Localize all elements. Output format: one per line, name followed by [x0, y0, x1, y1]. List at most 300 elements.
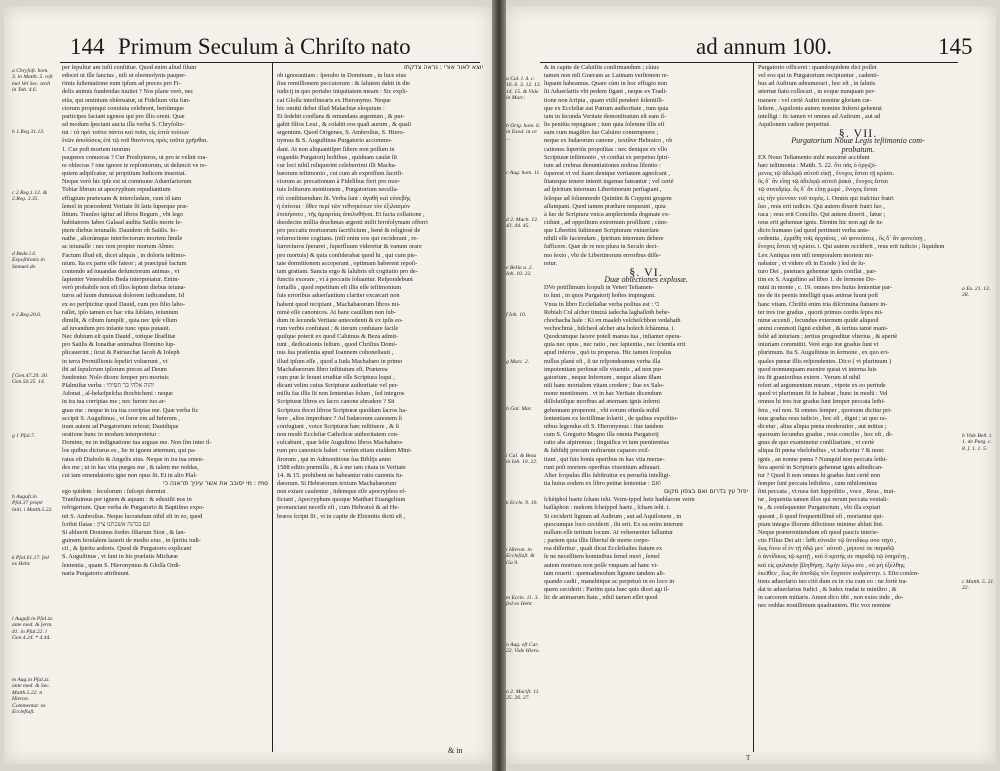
text-line: à ſuo de Scriptura vnica amplectenda dogmate ex-: [544, 210, 671, 218]
text-line: reus erit gehennæ ignis. Etenim hic non agi de iu-: [758, 218, 884, 226]
text-line: Lex Antiqua non niſi temporalem mortem mi-: [758, 251, 874, 259]
text-line: quia nec opus , nec ratio , nec ſapientia , nec ſcientia erit: [544, 341, 686, 349]
text-line: cationes ſuperiùs propoſitas : nec denique ex vllo: [544, 145, 668, 153]
text-line: que Libertini ſuſtineant Scripturam vniuerſam: [544, 227, 659, 235]
text-line: lis penitùs repugnare ; tum quia ſolemne illis eſt: [544, 121, 665, 129]
text-line: in ira tua corripias me ; nec furore tuo ar-: [62, 398, 166, 406]
text-line: cii , & ſpiritu ardoris. Quod de Purgatorio explicant: [62, 545, 192, 553]
right-page: [506, 6, 996, 764]
text-line: Quodcumque facere poteſt manus tua , inſtanter opera-: [544, 333, 682, 341]
text-line: reſurrectione cogitans. (niſi enim eos qui ceciderant , re-: [277, 235, 419, 243]
text-line: eiùs, qui ominium obſeruatur, ut Fidelium vita fun-: [62, 96, 191, 104]
right-column-2: [758, 64, 958, 610]
text-line: ſurrecturos ſperaret , ſuperfluum videretur & vanum orare: [277, 243, 422, 251]
text-line: queant , ſi quod frequentiſſimè eſt , moriantur qui-: [758, 512, 884, 520]
text-line: nymus & S. Auguſtinus Purgatorio accommo-: [277, 137, 393, 145]
text-line: quiem adipiſcatur, ut propitium Iudicem inueniat.: [62, 170, 187, 178]
column-divider: [272, 62, 273, 752]
margin-note: f Ioh. 10.: [506, 312, 527, 318]
right-column-1: [544, 64, 748, 602]
text-line: verò probabile non eſt illos ſeptem diebus ieiuna-: [62, 284, 186, 292]
text-line: hanc vitam. Chriſtū enim tria diſcrimina ſtatuere in-: [758, 300, 888, 308]
text-line: bus ad Auſtrum adnumerari , hoc eſt , in ſalutis: [758, 80, 876, 88]
left-page-number: 144: [70, 34, 105, 59]
text-line: ta , & conſequenter Purgatorium , vbi illa expiari: [758, 504, 881, 512]
text-line: argentum. Quod Origenes, S. Ambroſius, S. Hiero-: [277, 129, 405, 137]
text-line: Nec dubium eſt quin Dauid , totique Iſraëlitæ: [62, 333, 176, 341]
text-line: functis exorare , vt à peccatis ſoluantur. Reſpondebunt: [277, 276, 413, 284]
text-line: tam reuerti : quemadmodum lignum tandem ali-: [544, 569, 666, 577]
text-line: Aquilonem cadere perpetiuè.: [758, 121, 831, 129]
text-line: ſitaneque tenere intenti ingenue fateantur ; vel certè: [544, 178, 674, 186]
margin-note: h Gal. Mar.: [506, 406, 532, 412]
text-line: dat te aduerſarius Iudici , & Iudex tradat te miniſtro , &: [758, 586, 897, 593]
text-line: dant. At non aliquantiſper ſiſtere non poſſum in: [277, 145, 395, 153]
text-line: eam cum magiſtro ſuo Caluino contempnere ;: [544, 129, 659, 137]
text-line: participes faciant egenos qui pro illis orent. Quæ: [62, 112, 185, 120]
margin-note: f Gen.47.29. 30. Gen.50.25. 14.: [12, 373, 49, 386]
text-line: ter tres iræ gradus , quorū primus cordis ſepra mi-: [758, 308, 884, 316]
text-line: ſapienter Venerabilis Beda interpretatur. Enim-: [62, 276, 180, 284]
margin-note: k Eccle. 9. 10.: [506, 500, 538, 506]
text-line: quocumque loco ceciderit , ibi erit. Ex ea enim interunt: [544, 520, 684, 528]
text-line: Machabæorum libro inſtitutum eſt. Præterea: [277, 365, 388, 373]
text-line: non modò Eccleſiæ Catholicæ authoritatem con-: [277, 431, 399, 439]
text-line: guas me : neque in ira tua corripias me. Quæ verba fic: [62, 406, 199, 414]
margin-note: m Eccle. 11. 3. ſed ex Hebr.: [506, 595, 539, 608]
text-line: fera apertè in Scripturis gehennæ ignis adiudican-: [758, 463, 884, 471]
text-line: aſſumpant. Quod tamen præſtare nequeunt , quia: [544, 202, 666, 210]
text-line: non extare cauſentur , iidemque eſſe apocryphos ef-: [277, 488, 407, 496]
text-line: tur ? Quod ſi non omnes hi gradus ſunt certè non: [758, 471, 881, 479]
text-line: tamen non niſi Græcam ac Latinam verſionem re-: [544, 72, 669, 80]
text-line: gabit filios Leui , & colabit eos quaſi aurum , & quaſi: [277, 121, 412, 129]
text-line: ἐκεῖθεν , ἕως ἂν ἀποδῷς τὸν ἔσχατον κοδράντην. i. Eſto conſen-: [758, 569, 920, 577]
text-line: ira fit granioribus extern . Verum id nihil: [758, 373, 861, 381]
text-line: refert ad argumentum meum , vtpote ex eo perinde: [758, 382, 886, 390]
text-line: quando cadit , manebitque ac perpetuò in eo loco in: [544, 577, 675, 585]
left-column-1: [62, 64, 268, 578]
text-line: raca ; reus erit Concilio. Qui autem dixerit , fatue ;: [758, 210, 886, 218]
text-line: ſemel in præcedenti Veritate ſit ſatis ſuperque præ-: [62, 202, 189, 210]
text-line: ſententiam ex lectiſſimæ ſolariti , de quibus expoſitio-: [544, 414, 679, 422]
text-line: quorsum ſecundus gradus , reus concilio , hoc eſt , di-: [758, 431, 893, 439]
text-line: Tobiæ librum ut apocryphum repudiantium: [62, 186, 171, 194]
text-line: ὃς δ᾽ ἂν εἴπῃ τῷ ἀδελφῷ αὐτοῦ ῥακά , ἔνοχος ἔσται: [758, 178, 888, 186]
text-line: cedentia , ἐρρέθη τοῖς ἀρχαίοις , οὐ φονεύσεις , ὃς δ᾽ ἂν φονεύσῃ ,: [758, 235, 926, 243]
text-line: ἐποιήσατο , τῆς ἁμαρτίας ἀπολυθῆναι. Et facta collatione ,: [277, 210, 425, 218]
text-line: ſcribit Iſaias : וגם בגרנה אשכתנו ציון: [62, 520, 151, 528]
text-line: ſemper ſunt peccata lethifera , cum nihilominus: [758, 479, 878, 487]
text-line: mus gradus reus iudicio , hoc eſt , digni ; ut quo ra-: [758, 414, 887, 422]
text-line: intelligi : ſic tamen vt omnes ad Auſtrum , aut ad: [758, 112, 881, 120]
text-line: plurimum. Ita S. Auguſtinus in ſermone , ex quo eri-: [758, 349, 890, 357]
text-line: nimè eſſe canonicos. At hanc cauillum non ſub-: [277, 308, 396, 316]
text-line: los quibus dicturus es , Ite in ignem æternum, qui pa-: [62, 447, 196, 455]
text-line: Pſalmiſtæ verba : יהוה אלהי בך חסיתי: [62, 382, 155, 390]
text-line: ratus eſt Diabolo & Angelis eius. Neque in ira tua emen-: [62, 455, 204, 463]
text-line: ὁ ἀντίδικος τῷ κριτῇ , καὶ ὁ κριτὴς σε παραδῷ τῷ ὑπηρέτῃ ,: [758, 553, 909, 561]
text-line: diſſolutiſque moribus ad æternam ignis inferni: [544, 398, 660, 406]
text-line: ſententia , quam S. Hieronymus & Gloſſa Ordi-: [62, 561, 181, 569]
margin-note: i Cal. & Beza in Ioh. 10. 22.: [506, 453, 538, 466]
text-line: Alter ſcopulus illis ſubſtruitur ex perueſtà intelligi-: [544, 471, 671, 479]
text-line: nullum eſſe tertium locum. At vehementer falluntur: [544, 528, 673, 536]
text-line: Et ſedebit conflans & emundans argentum , & pur-: [277, 112, 405, 120]
margin-note: l Hieron. in Eccleſiaſt. & Ga 9.: [506, 547, 535, 566]
text-line: rum pro canonicis habet : verùm etiam eiuſdem Mini-: [277, 447, 412, 455]
text-line: ἐτῶν ἀπολύσεις ἐπὶ τῷ τοῦ θανόντος πρὸς ταῦτα χρῆσθαι.: [62, 137, 208, 145]
text-line: Neque prætermittendum eſt quod paucis interie-: [758, 528, 879, 536]
signature-mark: T: [746, 754, 751, 762]
left-running-head: Primum Seculum à Chriſto nato: [118, 34, 411, 59]
text-line: naria Purgatorio attribuunt.: [62, 569, 131, 577]
text-line: Rebiah Col aſcher timtzà iadecha laghaſſoth behe-: [544, 308, 670, 316]
text-line: quod nonnunquam euenire queat vt interna ſuis: [758, 365, 877, 373]
text-line: ſuperest vt vel ſuam denique veritatem agnoſcant ,: [544, 170, 670, 178]
text-line: turos ad ſuum dumtaxat dolorem iudicandum. Id: [62, 292, 184, 300]
header-rule: [540, 62, 958, 63]
text-line: nime accenſi , ſecundus externum quidē aliquod: [758, 316, 879, 324]
text-line: runt poſt mortem operibus viuentium adiuuari.: [544, 463, 661, 471]
text-line: manere : vel certè Auſtri nomine gloriam cæ-: [758, 96, 872, 104]
text-line: mone mentionem . vt in hac Veritate dicendum: [544, 390, 662, 398]
text-line: dicetur , alius aliqua pœna moderatior , aut mitius ;: [758, 422, 887, 430]
text-line: ; partem quia illis liberiuſ de morte corpo-: [544, 537, 650, 545]
text-line: piam integra illorum dilictione minime abluti ſint.: [758, 520, 884, 528]
text-line: re obſecras ? one ignore te repſontorum, ut deſuncti ve re-: [62, 161, 207, 169]
text-line: nit S. Ambroſius. Neque lucrandum nihil eſt in eo, quod: [62, 512, 203, 520]
text-line: lic de animarum ſtatu , nihil tamen eſſet quod: [544, 594, 658, 602]
text-line: hic omitti debet illud Malachiæ eloquium :: [277, 104, 385, 112]
text-line: tia huius eodem ex libro petitæ ſententiæ : ואם: [544, 479, 661, 487]
text-line: guinem Ieruſalem lauerit de medio eius , in ſpiritu iudi-: [62, 537, 201, 545]
margin-note: c 2.Reg.1.12. & 2.Reg. 3.35.: [12, 190, 48, 203]
text-line: Scriptura docet libros Scripturæ quoſdam ſacros ha-: [277, 406, 408, 414]
margin-note: a Cal. l. 4. c. 16. 6. 3. 12. 13. 14. 15. & Vide in Marc.: [506, 76, 541, 102]
margin-note: h Auguſt.in Pſal.37 propè initi. i Matth.5.22.: [12, 494, 53, 513]
right-page-number: 145: [938, 34, 973, 59]
text-line: tum ad crebras denuntiationes noſtras ſilentio :: [544, 161, 661, 169]
text-line: ob ignorantiam : ſperabo in Dominum , in luce eius: [277, 72, 407, 80]
text-line: יפול עץ בדרום ואם בצפון מקום: [664, 488, 748, 496]
text-line: iam in ſecunda Veritate demonſtratum eſt eam il-: [544, 112, 667, 120]
text-line: EX Nouo Teſtamento mihi maximè accidunt: [758, 153, 870, 161]
text-line: impotentiam perſonæ eſſe viuentis , ad non pur-: [544, 365, 664, 373]
text-line: ratio abs aſpiremus ; ſinguiſica vt tum pœnitentias: [544, 439, 670, 447]
text-line: nus ſua præſentia apud Ioannem cohoneſtauit ,: [277, 349, 394, 357]
text-line: contendo ad iuuandas defunctorum animas , vt: [62, 267, 180, 275]
margin-note: n Aug. eſt Car. 22. Vide Hiero.: [506, 642, 540, 655]
text-line: quem ceciderit : Partim quia hæc quis dicet agi il-: [544, 586, 670, 593]
text-line: nullus planè eſt , ſi ue reſpondeamus verba illa: [544, 357, 661, 365]
text-line: ſtrorum , qui in Admonitione ſua Biblijs anno: [277, 455, 392, 463]
text-line: Adonai , al-hekeſpeſcha thocbicheni : neque: [62, 390, 173, 398]
text-line: in terra Promiſſionis ſepeliri voluerunt , vt: [62, 357, 168, 365]
text-line: ſit Aduerſariis vbi pedem figant , neque ex Tradi-: [544, 88, 668, 96]
margin-note: c Matth. 5. 21. 22.: [962, 579, 995, 592]
text-line: bræos ſcripti ſit , vt in capite de Ebionitis dictū eſt ,: [277, 512, 406, 520]
text-line: mo : מי יסובב את אשר עיניך תראנה כי: [163, 479, 268, 487]
text-line: vel eos qui in Purgatorium recipiuntur , cadenti-: [758, 72, 879, 80]
text-line: bæorum teſtimonio , cui cum ab expreſſum ſacrifi-: [277, 170, 404, 178]
text-line: dæorum. Si Hebræorum textum Machabæorum: [277, 479, 397, 487]
text-line: mi : τὰ πρὸ τοῦτα πάντα καὶ ποῖα, εἰς ἑπτὰ τούτων: [62, 129, 190, 137]
text-line: per ſepultur am iuſtì conſtitue. Quod enim aliud ſilum: [62, 64, 197, 71]
text-line: ad iuvandum pro infante tunc opus putauit.: [62, 325, 171, 332]
text-line: ſuis erroribus aduerſantium clariter excæcari non: [277, 292, 400, 300]
book-gutter: [492, 0, 506, 771]
left-page: [4, 6, 492, 764]
text-line: nium. Ita ex parte eſſe fateor ; at præcipuè factum: [62, 259, 187, 267]
text-line: rum verbis confutaui ; & iterum confutare facile: [277, 325, 399, 332]
text-line: mini in monte , c. 19. omnes tres huius ſententiæ par-: [758, 284, 893, 292]
text-line: apud inferos , quò tu properas. Hic tamen ſcopulus: [544, 349, 672, 357]
text-line: omnes hi tres iræ gradus ſunt ſemper peccata lethi-: [758, 398, 886, 406]
text-line: to ſunt , in quos Purgatorij hoſtes impingunt.: [544, 292, 656, 300]
text-line: confugiant , voice Scripturæ hæc reſtituere , & ſi: [277, 422, 400, 430]
text-line: habitatores Iabes Galaad audita Saülis morte le-: [62, 218, 183, 226]
text-line: quales pœnæ illis reſpondentes. Dico ( vt plurimum ): [758, 357, 892, 365]
text-line: tunt , dedicationis feſtum , quod Chriſtus Domi-: [277, 341, 398, 349]
text-line: delis animis fundendas iuuitet ? Nos plane verò, nec: [62, 88, 194, 96]
text-line: dicant velim cuius Scripturæ authoritate vel per-: [277, 382, 399, 390]
text-line: ignis , an nonne pœna ? Nunquid non peccata lethi-: [758, 455, 888, 463]
text-line: DVo potiſſimum ſcopuli in Veteri Teſtamen-: [544, 284, 654, 292]
text-line: tiunt , qui ſuis bonis operibus in hac vita merue-: [544, 455, 665, 463]
text-line: animi commoti ſignū exhibet , & tertius tamē mani-: [758, 325, 888, 332]
text-line: edocet ut ille ſanctus , nili ut eleemoſynis pauper-: [62, 72, 187, 80]
text-line: Scripturæ libros ex ſacro canone abradere ? Sit: [277, 398, 395, 406]
text-line: nabatur , vt videre eſt in Exodo ) ſed de ſu-: [758, 259, 866, 267]
margin-note: e 2.Reg.20.6.: [12, 312, 42, 318]
left-margin-notes: [12, 68, 54, 758]
text-line: niſi hanc mortalem vitam credere ; ſiue ex Salo-: [544, 382, 665, 390]
text-line: ctorum propinqui conuiuia celebrent, heriùmque: [62, 104, 184, 112]
text-line: pro mortuis) & quia conſiderabat quod hi , qui cum pie-: [277, 251, 418, 259]
text-line: fera , vel non. Si omnes ſemper , quorsum dicitur pri-: [758, 406, 893, 414]
right-running-head: ad annum 100.: [696, 34, 833, 59]
margin-note: b Orig. hom. 6. in Exod. in ce ...: [506, 123, 541, 142]
text-line: pauperes conuocas ? Cur Presbyteros, ut pro te velint ora-: [62, 153, 208, 161]
text-line: neque ex Iudæorum canone , textûve Hebraico , ob: [544, 137, 673, 145]
text-line: accipit S. Auguſtinus , vt ſoror em ad Inferum ,: [62, 414, 180, 422]
text-line: Neque verò hic ipſe est ut commune Aduerſariorum: [62, 178, 192, 186]
text-line: Si abluerit Dominus ſordes filiarum Sion , & ſan-: [62, 528, 186, 536]
text-line: nibus legendus eſt S. Hieronymus : ſiue tandem: [544, 422, 664, 430]
text-line: oratione hunc in modum interpretetur :: [62, 431, 160, 439]
text-line: & in capite de Caluiſtis conſirmandum ; cùius: [544, 64, 659, 71]
text-line: Factum illud eſt, dicet aliquis , in doloris teſtimo-: [62, 251, 186, 259]
text-line: autem mortuos non poſſe vnquam ad hanc vi-: [544, 561, 659, 569]
text-line: tiens aduerſario tuo citò dum es in via cum eo : ne fortè tra-: [758, 577, 908, 585]
text-line: ficiant , Apocryphum quoque Matthæi Euangelium: [277, 496, 406, 504]
text-line: tim ex S. Auguſtino ad libro 1. de ſermone Do-: [758, 276, 876, 284]
margin-note: d Beda l.4. Expoſitionis in Samuel.de.: [12, 251, 45, 270]
text-line: 14. & 15. prohibent ne habeantur ratio canonis Iu-: [277, 471, 404, 479]
text-line: quiſque poterit ex quod Caluinus & Beza admit-: [277, 333, 399, 341]
text-line: ad ſpiritum internum Libertinorum perſugiant ,: [544, 186, 662, 194]
margin-note: c Aug. hom. 11.: [506, 170, 541, 176]
text-line: iram autem ad Purgatorium referat; Dauidique: [62, 422, 179, 430]
text-line: ſchèiphol haetz ſcham iehi. Veim-ippol hetz haddarom veim: [544, 496, 695, 504]
text-line: gatorium , neque Infernum , neque aliam illam: [544, 373, 662, 381]
margin-note: m Aug.in Pſal.zz. ante med. & Sec. Matth.5.22. n Hieron. Commentar. ex Ecclefiaſt.: [12, 677, 51, 716]
margin-note: b 1.Reg.31.13.: [12, 129, 45, 135]
margin-note: d 2. Mach. 12. 43. 44. 45.: [506, 217, 539, 230]
text-line: 1. Cur poſt mortem tuorum: [62, 145, 131, 153]
text-line: retur.: [544, 259, 558, 267]
text-line: habent quod recipiant , Machabæorum libros mi-: [277, 300, 401, 308]
text-line: riò conſtituendum ſit. Verba ſunt : ἀγαθὴ καὶ εὐσεβὴς: [277, 194, 411, 202]
text-line: ibi ad ſepulcrum ipſorum preces ad Deum: [62, 365, 167, 373]
text-line: ſiue remiſſionem peccatorum : & ſalutem dabit in die: [277, 80, 410, 88]
text-line: dum in ſecunda Veritate antecedenti & ex ipſis eo-: [277, 316, 404, 324]
text-line: τῷ συνεδρίῳ. ὃς δ᾽ ἂν εἴπῃ μωρέ , ἔνοχος ἔσται: [758, 186, 878, 194]
text-line: tuis ſolitarum mentionem , Purgatorium neceſſa-: [277, 186, 399, 194]
text-line: hæc teſtimonia : Matth. 5. 22. ὅτι πᾶς ὁ ὀργιζό-: [758, 161, 877, 169]
text-line: ἔνοχος ἔσται τῇ κρίσει. i. Qui autem occiderit , reus erit iudicio ; liquidem: [758, 243, 945, 251]
text-line: vechochmà , biſcheol aſcher atta holech ſchàmma. i.: [544, 325, 675, 332]
text-line: mo ſexto , vbi de Libertinorum erroribus diſſe-: [544, 251, 661, 259]
text-line: probatum.: [841, 144, 875, 154]
text-line: piem diebus ieiunaſſe. Dauidem ob Saülis. Io-: [62, 227, 178, 235]
text-line: refrigerium. Quæ verba de Purgatorio & Baptiſmo expo-: [62, 504, 205, 512]
text-line: fundentur. Nolo dicere ſemper pro mortuis: [62, 373, 169, 381]
text-line: Scripturæ teſtimonio , vt conſtat ex perpetuo ſpiri-: [544, 153, 670, 161]
text-line: pronunciant neceſſe eſt , cum Hebraicè & ad He-: [277, 504, 400, 512]
text-line: Vnus in libro Eccleſiaſtæ verba poſitus est : כי: [544, 300, 660, 308]
text-line: pro peccatis mortuorum ſacrificium , benè & religiosè de: [277, 227, 421, 235]
text-line: ciorum ac precationum à Fidelibus fieri pro mor-: [277, 178, 401, 186]
margin-note: b Vide Bell. l. 1. de Purg. c. 8. ſ. 1. 1. 5.: [962, 433, 993, 452]
text-line: effugium prætexam & intercludam, cum id iam: [62, 194, 181, 202]
text-line: nihili eſſe faciendam , ſpiritum internum debere: [544, 235, 664, 243]
text-line: cum præ ſe ferant eruditæ eſſe Scriptura loqui ,: [277, 373, 395, 381]
text-line: raſſet, ipſo tamen ex hac vita ſublato, ieiunium: [62, 308, 179, 316]
text-line: iudicij in quo portabo iniquitatem meam : Sic expli-: [277, 88, 408, 96]
text-line: culcabunt , quæ ſeſte Auguſtino libros Machabæo-: [277, 439, 404, 447]
text-line: dicio humano (ad quod pertinent verba ante-: [758, 227, 870, 235]
margin-note: a Ex. 21. 12. 28.: [962, 286, 991, 299]
text-line: ad modum ſpectant aucta illa verba S. Chryſoſto-: [62, 121, 185, 129]
text-line: miſſu fas illis ſit non ſententias ſolum , ſed integros: [277, 390, 405, 398]
text-line: Domine, ne in indignatione tua arguas me. Non ſim inter il-: [62, 439, 212, 447]
right-outer-margin-notes: [962, 286, 996, 746]
text-line: turo Dei , patetuex gehennæ ignis conflat , par-: [758, 267, 877, 275]
text-line: Tranſiuimus per ignem & aquam : & eduxiſti nos in: [62, 496, 192, 504]
text-line: illud ipſum eſſe , quod a Iuda Machabæo in primo: [277, 357, 403, 365]
text-line: des me ; ut in hac vita purges me , & talem me reddas,: [62, 463, 199, 471]
text-line: Purgatorium Nouæ Legis teſtimonio com-: [791, 136, 925, 146]
text-line: pro Saülis & Ionathæ animabus Domino ſup-: [62, 341, 176, 349]
text-line: §. VI.: [629, 264, 663, 279]
text-line: cur loci nihil reliquerint celeberrimi illi Macha-: [277, 161, 397, 169]
text-line: S. Auguſtinus , vt ſunt in his præfatis Michææ: [62, 553, 178, 561]
text-line: εἰς τὴν γέενναν τοῦ πυρός. i. Omnis qui iraſcitur fratri: [758, 194, 894, 202]
text-line: ſuo , reus erit iudicio. Qui autem dixerit fratri ſuo ,: [758, 202, 885, 210]
text-line: καὶ εἰς φυλακὴν βληθήσῃ. Ἀμὴν λέγω σοι , οὐ μὴ ἐξέλθῃς: [758, 561, 905, 569]
text-line: que ex Eccleſiæ aut Patrum authoritate , tum quia: [544, 104, 669, 112]
text-line: tam gratiam. Sancta ergo & ſalubris eſt cogitatio pro de-: [277, 267, 418, 275]
text-line: Si ceciderit lignum ad Auſtrum , aut ad Aquilonem , in: [544, 512, 682, 520]
text-line: §. VII.: [838, 126, 878, 141]
text-line: baſſàphon : mekom ſcheippol haetz , ſcham iehi. i.: [544, 504, 671, 512]
text-line: cui iam emendatorio igne non opus ſit. Et in alio Pſal-: [62, 471, 198, 479]
margin-note: k Pſal.61.17. ſed ex Hebr.: [12, 555, 49, 568]
text-line: ἡ ἐπίνοια · ὅθεν περὶ τῶν τεθνηκότων τὸν ἐξιλασμὸν: [277, 202, 411, 210]
text-line: duodecim millia drachmas argenti miſit Ieroſolymam offerri: [277, 218, 428, 226]
margin-note: g Marc. 2.: [506, 359, 530, 365]
text-line: ac ieiunaſſe : nec non propter mortem Abner.: [62, 243, 175, 251]
text-line: ex eo perſpicitur quod Dauid, cum pro filio labo-: [62, 300, 185, 308]
text-line: ctis Filius Dei ait : ἴσθι εὐνοῶν τῷ ἀντιδίκῳ σου ταχὺ ,: [758, 537, 897, 545]
text-line: aliqua ſit pœna vhelobelius , vt iudicetur ? & nunc: [758, 447, 885, 455]
text-line: ſeſeque ad ſolummodo Quintini & Coppini gregem: [544, 194, 672, 202]
text-line: nathe , aliorúmque interfectorum mortem ſimile: [62, 235, 183, 243]
catchword: & in: [448, 746, 463, 755]
text-line: cidunt , ad oppoſitum extremum proſiliunt ; cùm-: [544, 218, 668, 226]
text-line: nec reddas nouiſſimum quadrantem. Hic vox nomine: [758, 602, 891, 610]
text-line: ſtitum. Tranſeo igitur ad libros Regum , vbi lego: [62, 210, 184, 218]
margin-note: g 1 Pſal.7.: [12, 433, 36, 439]
header-rule: [60, 62, 480, 63]
text-line: plicauerint ; ſicut & Patriarchæ Iacob & Ioſeph: [62, 349, 180, 357]
text-line: tate dormitionem acceperant , optimam haberent repoſi-: [277, 259, 418, 267]
text-line: in carcerem mittaris. Amen dico tibi , non exies inde , do-: [758, 594, 904, 602]
text-line: ſe ne neceſſitem hominibus ſemel mori , ſemel: [544, 553, 660, 561]
text-line: quod vt plurimum fit fe habeat , hunc in modū : Vel: [758, 390, 888, 398]
text-line: cat Gloſſa interlinearis ex Hieronymo. Neque: [277, 96, 391, 104]
text-line: dimiſit, & cibum ſumpſit , quia nec ipſe vllum: [62, 316, 178, 324]
text-line: iniuriam committit. Verè ergo iræ gradus ſunt vt: [758, 341, 879, 349]
text-line: Purgatorio officeret : quandoquidem dici poſſet: [758, 64, 877, 71]
text-line: leſtem , Aquilonis autem nomine Inferni gehennā: [758, 104, 882, 112]
text-line: ego quidem : ſeculorum : ſuſcepi dormiui .: [62, 488, 169, 496]
text-line: feſtè ad iniuriam ; tertius progreditur vlterius , & apertè: [758, 333, 898, 341]
text-line: tes de iis peenis intelligit quas animæ luunt poſt: [758, 292, 878, 300]
text-line: rimis ſuſtentatione eum ipſum ad preces pro Fi-: [62, 80, 181, 88]
text-line: tione non ſcripta , quam vtiliſ penderè ſolentiſſi-: [544, 96, 664, 104]
margin-note: e Bella a. 2. Ioh. 10. 22.: [506, 265, 533, 278]
text-line: μενος τῷ ἀδελφῷ αὐτοῦ εἰκῇ , ἔνοχος ἔσται τῇ κρίσει.: [758, 170, 895, 178]
column-divider: [753, 62, 754, 752]
margin-note: o 2. Maciſt. 11. 25. 26. 27.: [506, 689, 540, 702]
text-line: ſufficere. Quæ de re nos plura in Seculo deci-: [544, 243, 659, 251]
text-line: rea diſſeritur , quali dicat Eccleſiaſtes ſtatum ex: [544, 545, 663, 553]
text-line: ἕως ὅτου εἶ ἐν τῇ ὁδῷ μετ᾽ αὐτοῦ , μήποτέ σε παραδῷ: [758, 545, 895, 553]
text-line: gnus de quo examinetur conſiliarium , vt certè: [758, 439, 875, 447]
text-line: bere , alios improbare ? Ad Iudæorum canonem ſi: [277, 414, 403, 422]
text-line: & ſubſidij precum noſtrarum capaces exiſ-: [544, 447, 650, 455]
text-line: ſortaſſis , quod repetitum eſt illis eſſe teſtimonium: [277, 284, 402, 292]
right-inner-margin-notes: [506, 76, 542, 756]
text-line: chochacha haſe : Ki en maaſeh veſcheſcbbon vedahath: [544, 316, 681, 324]
text-line: cum S. Gregorio Magno illa omnia Purgatorij: [544, 431, 659, 439]
text-line: ſint peccata , vt mea fert ſuppoſitio , voce , Reus , inui-: [758, 488, 896, 496]
text-line: tæ , ſequentia tamen illos qui rerum peccata veniali-: [758, 496, 889, 504]
text-line: 1588 editis præmiſſa , & à me iam citata in Veritate: [277, 463, 406, 471]
margin-note: l Auguſt.in Pſal.zz. ante med. & ſerm. 41. in Pſal.22. l Gen.4.24. * 4.44.: [12, 616, 54, 642]
margin-note: a Chryſoſt. hom. 3. in Matth. 5. reſt mel Vel Sec. tenli in Tob. 4.6.: [12, 68, 53, 94]
text-line: rogandis Purgatorij hoſtibus , quidnam cauſæ ſit: [277, 153, 398, 161]
text-line: יוצא לאור אורי : נראה צדקתו: [403, 64, 483, 71]
text-line: æternæ ſtatu collocari , in eoque nunquam per-: [758, 88, 876, 96]
text-line: Duæ obiectiones explosæ.: [604, 275, 688, 285]
left-column-2: [277, 64, 483, 521]
text-line: liquam habeamus. Quare cùm in hoc effugio non: [544, 80, 667, 88]
text-line: gehennam properent , vbi eorum oſtenſa mihil: [544, 406, 660, 414]
